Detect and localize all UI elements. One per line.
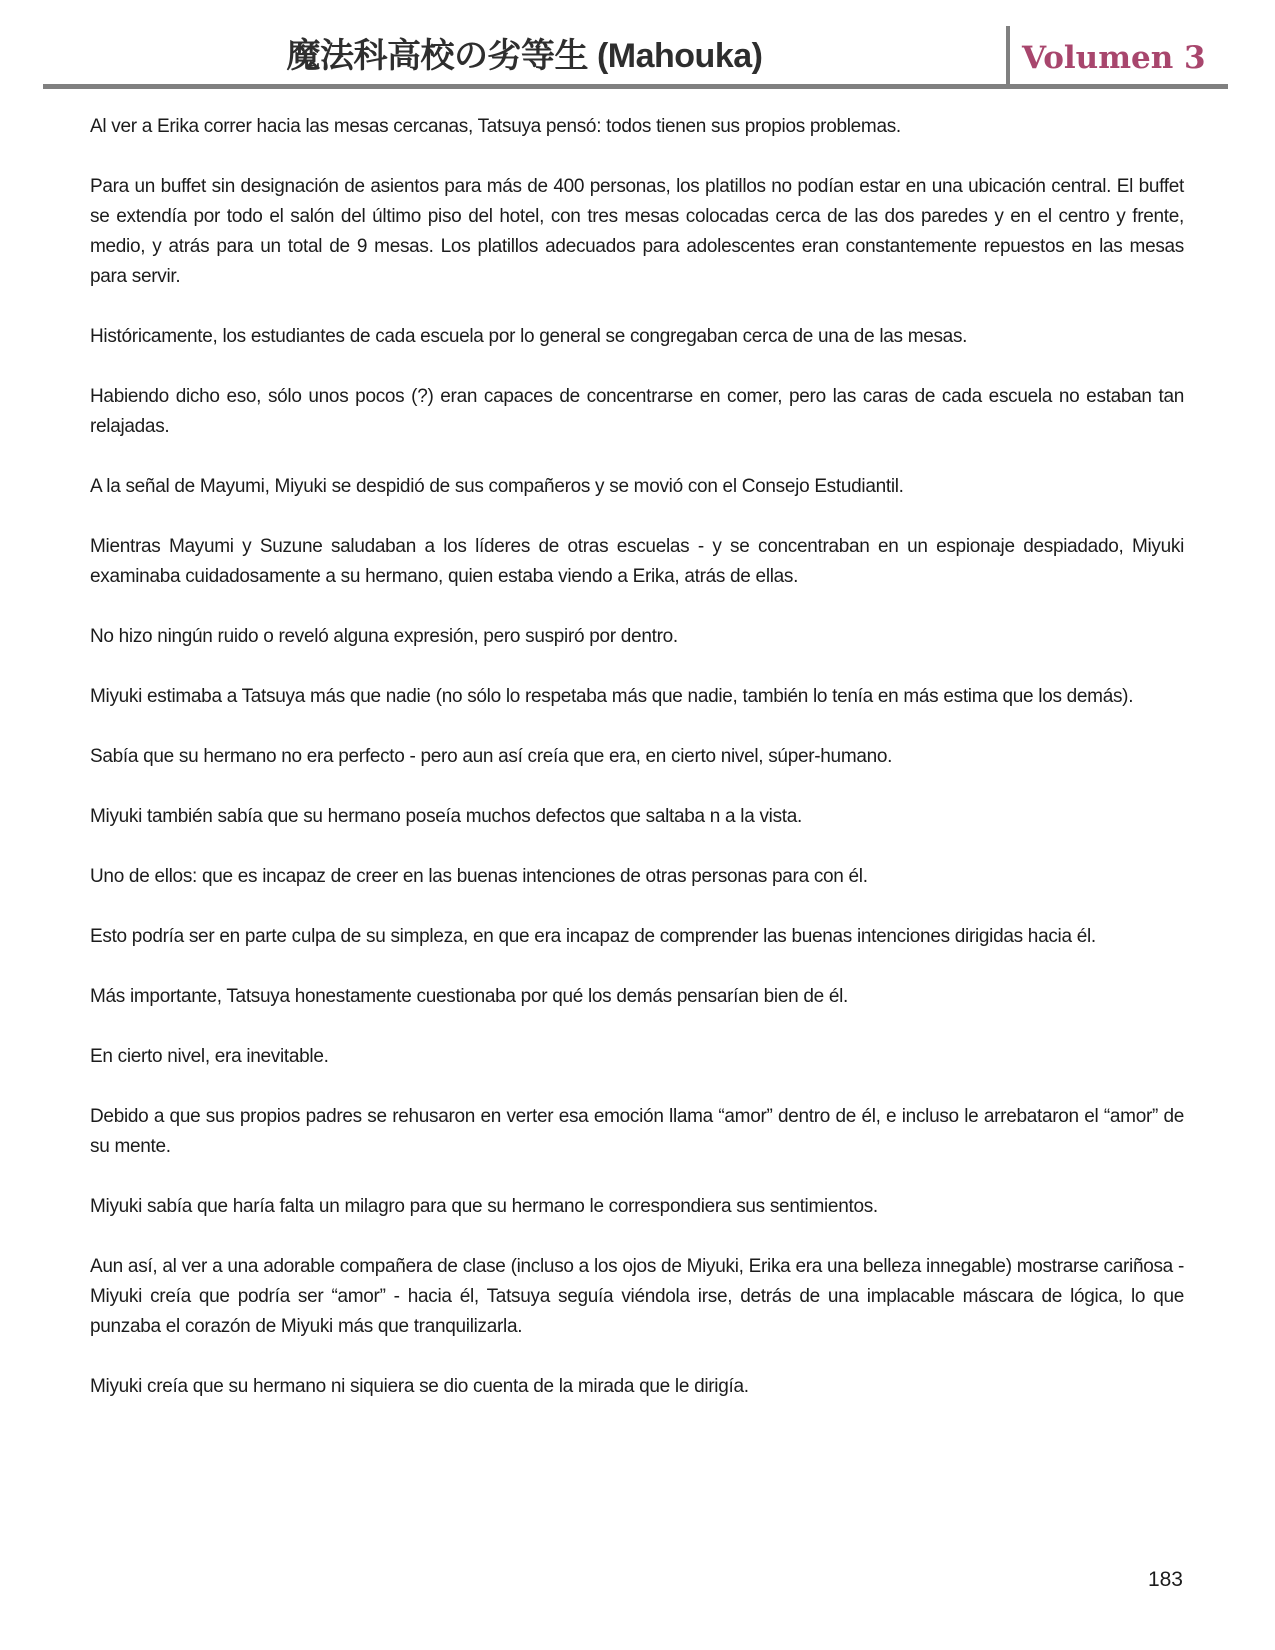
page-number: 183 <box>1147 1568 1183 1591</box>
paragraph: Al ver a Erika correr hacia las mesas cercanas, Tatsuya pensó: todos tienen sus propios problemas. <box>90 116 901 137</box>
paragraph: Aun así, al ver a una adorable compañera de clase (incluso a los ojos de Miyuki, Erika era una belleza innegable) mostrarse cariñosa - Miyuki creía que podría ser “amor” - hacia él, Tatsuya seguía viéndola irse, detrás de una implacable máscara de lógica, lo que punzaba el corazón de Miyuki más que tranquilizarla. <box>90 1256 1184 1337</box>
page-header <box>43 20 1228 89</box>
header-title-cell <box>43 20 1006 84</box>
header-volume-cell <box>1010 20 1228 84</box>
paragraph: Para un buffet sin designación de asientos para más de 400 personas, los platillos no podían estar en una ubicación central. El buffet se extendía por todo el salón del último piso del hotel, con tres mesas colocadas cerca de las dos paredes y en el centro y frente, medio, y atrás para un total de 9 mesas. Los platillos adecuados para adolescentes eran constantemente repuestos en las mesas para servir. <box>90 176 1184 287</box>
paragraph: Miyuki creía que su hermano ni siquiera se dio cuenta de la mirada que le dirigía. <box>90 1376 749 1397</box>
paragraph: Habiendo dicho eso, sólo unos pocos (?) eran capaces de concentrarse en comer, pero las caras de cada escuela no estaban tan relajadas. <box>90 386 1184 437</box>
paragraph: Sabía que su hermano no era perfecto - pero aun así creía que era, en cierto nivel, súper-humano. <box>90 746 893 767</box>
paragraph: No hizo ningún ruido o reveló alguna expresión, pero suspiró por dentro. <box>90 626 678 647</box>
paragraph: Debido a que sus propios padres se rehusaron en verter esa emoción llama “amor” dentro de él, e incluso le arrebataron el “amor” de su mente. <box>90 1106 1184 1157</box>
paragraph: Más importante, Tatsuya honestamente cuestionaba por qué los demás pensarían bien de él. <box>90 986 849 1007</box>
paragraph: Miyuki sabía que haría falta un milagro para que su hermano le correspondiera sus sentimientos. <box>90 1196 878 1217</box>
volume-label: Volumen 3 <box>1022 40 1206 76</box>
paragraph: Esto podría ser en parte culpa de su simpleza, en que era incapaz de comprender las buenas intenciones dirigidas hacia él. <box>90 926 1096 947</box>
body-text <box>90 112 1184 1432</box>
paragraph: A la señal de Mayumi, Miyuki se despidió de sus compañeros y se movió con el Consejo Estudiantil. <box>90 476 904 497</box>
paragraph: En cierto nivel, era inevitable. <box>90 1046 329 1067</box>
paragraph: Miyuki también sabía que su hermano poseía muchos defectos que saltaba n a la vista. <box>90 806 803 827</box>
paragraph: Históricamente, los estudiantes de cada escuela por lo general se congregaban cerca de una de las mesas. <box>90 326 968 347</box>
paragraph: Uno de ellos: que es incapaz de creer en las buenas intenciones de otras personas para con él. <box>90 866 868 887</box>
paragraph: Mientras Mayumi y Suzune saludaban a los líderes de otras escuelas - y se concentraban en un espionaje despiadado, Miyuki examinaba cuidadosamente a su hermano, quien estaba viendo a Erika, atrás de ellas. <box>90 536 1184 587</box>
paragraph: Miyuki estimaba a Tatsuya más que nadie (no sólo lo respetaba más que nadie, también lo tenía en más estima que los demás). <box>90 686 1134 707</box>
document-title: 魔法科高校の劣等生 (Mahouka) <box>286 36 763 75</box>
